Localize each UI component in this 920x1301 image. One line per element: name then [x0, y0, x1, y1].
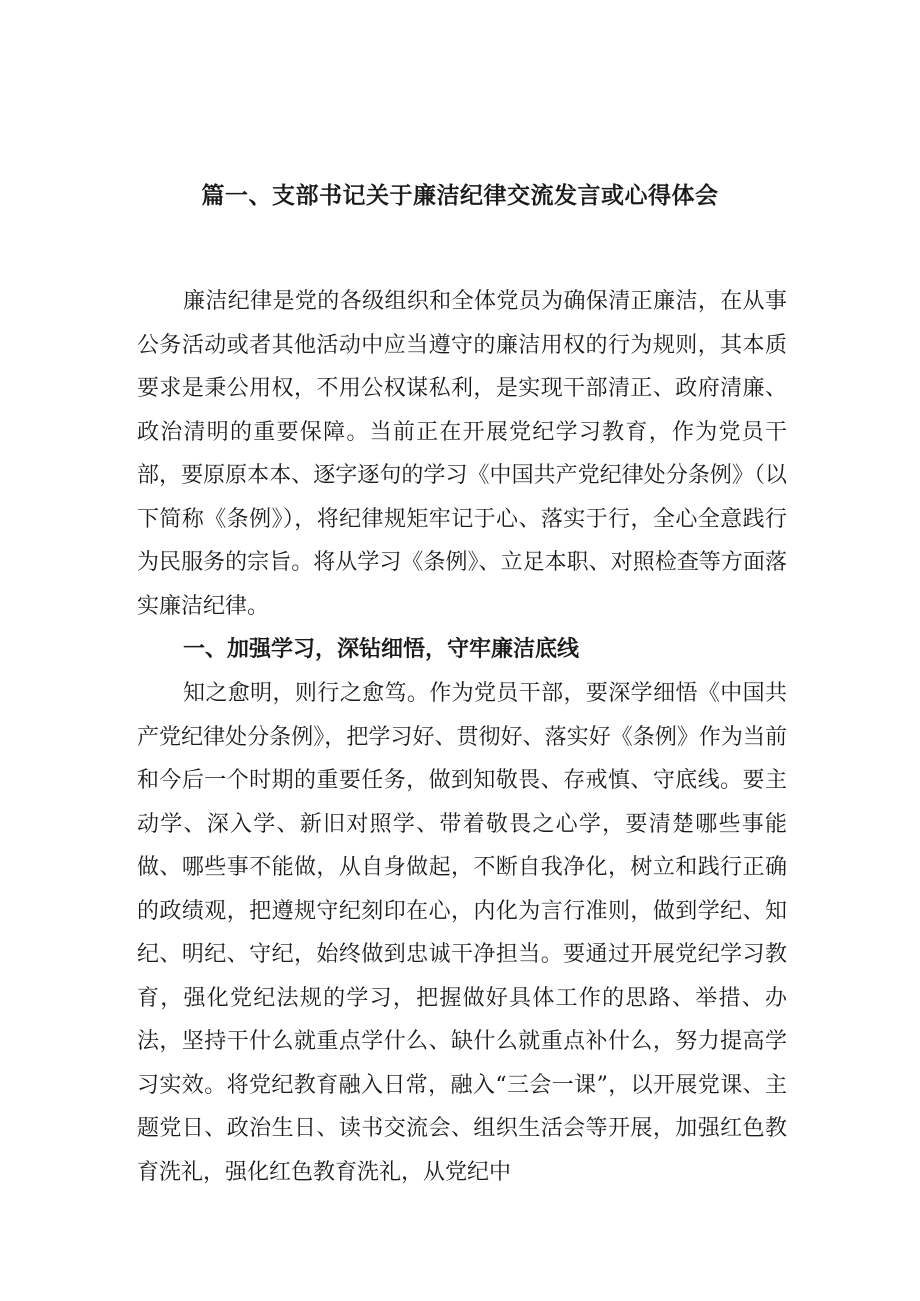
- paragraph-section-1: 知之愈明，则行之愈笃。作为党员干部，要深学细悟《中国共产党纪律处分条例》，把学习好、贯彻好、落实好《条例》作为当前和今后一个时期的重要任务，做到知敬畏、存戒慎、守底线。要主动学、深入学、新旧对照学、带着敬畏之心学，要清楚哪些事能做、哪些事不能做，从自身做起，不断自我净化，树立和践行正确的政绩观，把遵规守纪刻印在心，内化为言行准则，做到学纪、知纪、明纪、守纪，始终做到忠诚干净担当。要通过开展党纪学习教育，强化党纪法规的学习，把握做好具体工作的思路、举措、办法，坚持干什么就重点学什么、缺什么就重点补什么，努力提高学习实效。将党纪教育融入日常，融入“三会一课”，以开展党课、主题党日、政治生日、读书交流会、组织生活会等开展，加强红色教育洗礼，强化红色教育洗礼，从党纪中: [137, 681, 787, 1185]
- paragraph-intro: 廉洁纪律是党的各级组织和全体党员为确保清正廉洁，在从事公务活动或者其他活动中应当遵守的廉洁用权的行为规则，其本质要求是秉公用权，不用公权谋私利，是实现干部清正、政府清廉、政治清明的重要保障。当前正在开展党纪学习教育，作为党员干部，要原原本本、逐字逐句的学习《中国共产党纪律处分条例》（以下简称《条例》），将纪律规矩牢记于心、落实于行，全心全意践行为民服务的宗旨。将从学习《条例》、立足本职、对照检查等方面落实廉洁纪律。: [137, 289, 787, 619]
- section-heading-1: 一、加强学习，深钻细悟，守牢廉洁底线: [183, 637, 580, 662]
- document-title: 篇一、支部书记关于廉洁纪律交流发言或心得体会: [201, 183, 719, 209]
